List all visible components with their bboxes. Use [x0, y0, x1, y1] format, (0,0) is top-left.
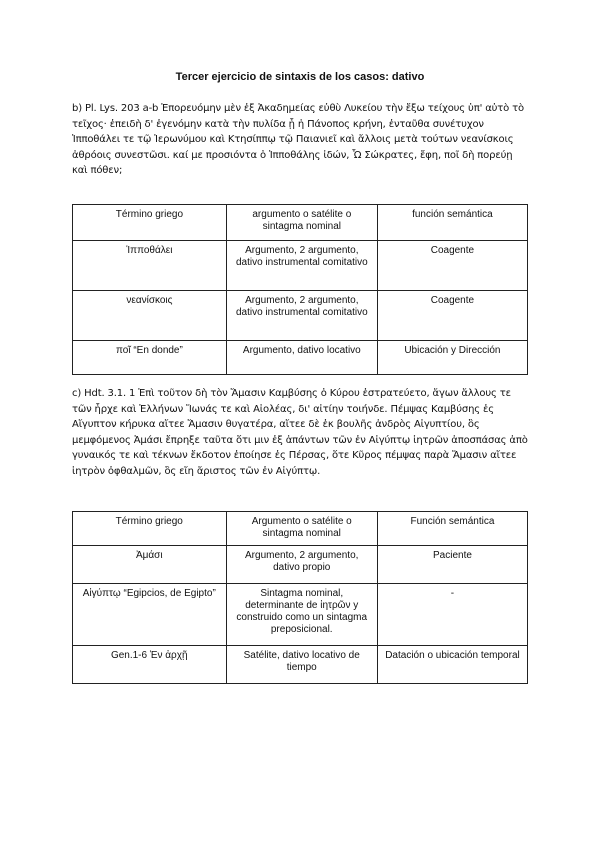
table-cell: Coagente [377, 241, 527, 291]
header-cell: Función semántica [377, 512, 527, 546]
table-cell: Argumento, 2 argumento, dativo instrumental comitativo [226, 291, 377, 341]
table-cell: Coagente [377, 291, 527, 341]
table-row [73, 546, 528, 584]
table-cell: Αἰγύπτῳ “Egipcios, de Egipto” [73, 584, 227, 646]
table-header-row [73, 512, 528, 546]
table-cell: Satélite, dativo locativo de tiempo [226, 646, 377, 684]
document-title: Tercer ejercicio de sintaxis de los casos: dativo [175, 71, 425, 83]
table-cell: Argumento, 2 argumento, dativo instrumental comitativo [226, 241, 377, 291]
header-cell: argumento o satélite o sintagma nominal [226, 205, 377, 241]
header-cell: Término griego [73, 205, 227, 241]
table-cell: Sintagma nominal, determinante de ἰητρῶν y construido como un sintagma preposicional. [226, 584, 377, 646]
table-row [73, 241, 528, 291]
table-row [73, 646, 528, 684]
header-cell: Término griego [73, 512, 227, 546]
table-cell: - [377, 584, 527, 646]
passage-b: b) Pl. Lys. 203 a-b Ἐπορευόμην μὲν ἐξ Ἀκαδημείας εὐθὺ Λυκείου τὴν ἔξω τείχους ὑπ' αὐτὸ τὸ τεῖχος· ἐπειδὴ δ' ἐγενόμην κατὰ τὴν πυλίδα ᾗ ἡ Πάνοπος κρήνη, ἐνταῦθα συνέτυχον Ἱπποθάλει τε τῷ Ἱερωνύμου καὶ Κτησίππῳ τῷ Παιανιεῖ καὶ ἄλλοις μετὰ τούτων νεανίσκοις ἀθρόοις συνεστῶσι. καί με προσιόντα ὁ Ἱπποθάλης ἰδών, Ὦ Σώκρατες, ἔφη, ποῖ δὴ πορεύῃ καὶ πόθεν; [72, 103, 524, 176]
table-cell: ποῖ “En donde” [73, 341, 227, 375]
header-cell: Argumento o satélite o sintagma nominal [226, 512, 377, 546]
passage-c: c) Hdt. 3.1. 1 Ἐπὶ τοῦτον δὴ τὸν Ἄμασιν Καμβύσης ὁ Κύρου ἐστρατεύετο, ἄγων ἄλλους τε τῶν ἦρχε καὶ Ἑλλήνων Ἴωνάς τε καὶ Αἰολέας, δι' αἰτίην τοιήνδε. Πέμψας Καμβύσης ἐς Αἴγυπτον κήρυκα αἴτεε Ἄμασιν θυγατέρα, αἴτεε δὲ ἐκ βουλῆς ἀνδρὸς Αἰγυπτίου, ὃς μεμφόμενος Ἀμάσι ἔπρηξε ταῦτα ὅτι μιν ἐξ ἁπάντων τῶν ἐν Αἰγύπτῳ ἰητρῶν ἀποσπάσας ἀπὸ γυναικός τε καὶ τέκνων ἔκδοτον ἐποίησε ἐς Πέρσας, ὅτε Κῦρος πέμψας παρὰ Ἄμασιν αἴτεε ἰητρὸν ὀφθαλμῶν, ὃς εἴη ἄριστος τῶν ἐν Αἰγύπτῳ. [72, 388, 528, 477]
table-row [73, 584, 528, 646]
table-header-row [73, 205, 528, 241]
table-cell: Argumento, 2 argumento, dativo propio [226, 546, 377, 584]
table-cell: Datación o ubicación temporal [377, 646, 527, 684]
table-cell: Ἱπποθάλει [73, 241, 227, 291]
table-cell: Gen.1-6 Ἐν ἀρχῇ [73, 646, 227, 684]
table-row [73, 291, 528, 341]
table-b [72, 204, 528, 375]
table-cell: Ubicación y Dirección [377, 341, 527, 375]
table-cell: Paciente [377, 546, 527, 584]
table-row [73, 341, 528, 375]
table-c [72, 511, 528, 684]
header-cell: función semántica [377, 205, 527, 241]
table-cell: νεανίσκοις [73, 291, 227, 341]
table-cell: Ἀμάσι [73, 546, 227, 584]
table-cell: Argumento, dativo locativo [226, 341, 377, 375]
